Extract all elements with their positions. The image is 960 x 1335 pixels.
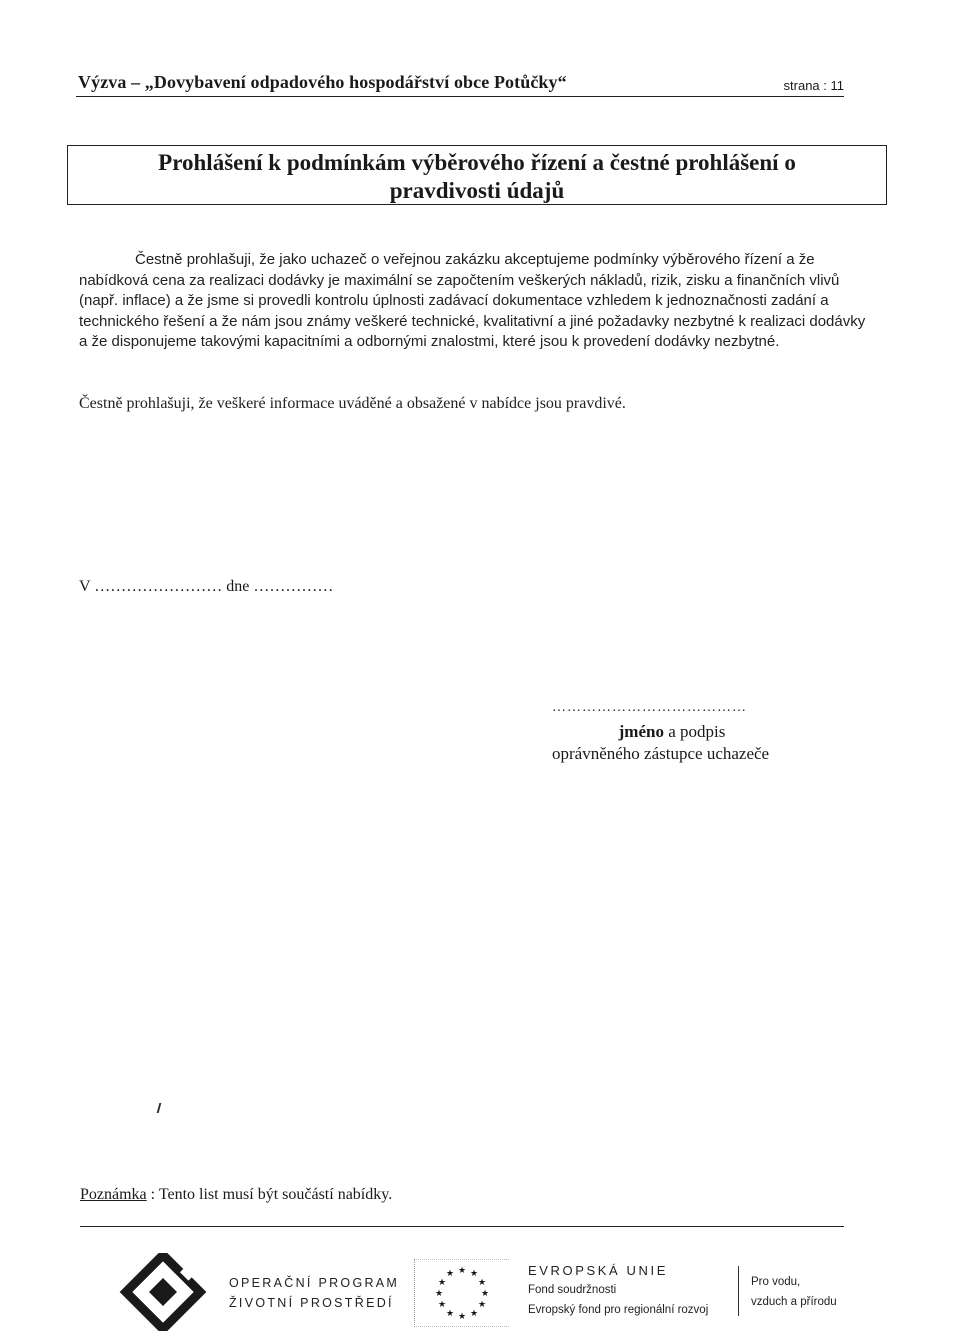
place-blank: …………………… (94, 578, 223, 595)
truthfulness-paragraph: Čestně prohlašuji, že veškeré informace uváděné a obsažené v nabídce jsou pravdivé. (79, 395, 626, 412)
slogan (751, 1272, 837, 1312)
eu-funds-block (528, 1262, 708, 1320)
date-label: dne (226, 578, 250, 595)
eu-fund-cohesion: Fond soudržnosti (528, 1284, 617, 1296)
svg-text:★: ★ (445, 1269, 455, 1279)
eu-title: EVROPSKÁ UNIE (528, 1263, 668, 1278)
note-text: Tento list musí být součástí nabídky. (158, 1186, 393, 1203)
footer-divider (80, 1226, 844, 1227)
document-title-line1: Prohlášení k podmínkám výběrového řízení a čestné prohlášení o (158, 150, 796, 175)
eu-flag (414, 1259, 509, 1327)
svg-text:★: ★ (469, 1309, 479, 1319)
stray-mark (157, 1103, 162, 1113)
op-program-name (229, 1273, 399, 1313)
svg-text:★: ★ (477, 1278, 487, 1288)
svg-text:★: ★ (480, 1289, 490, 1299)
signature-name-rest: a podpis (663, 722, 726, 741)
svg-text:★: ★ (445, 1309, 455, 1319)
svg-text:★: ★ (477, 1300, 487, 1310)
document-title (67, 145, 887, 205)
svg-text:★: ★ (457, 1266, 467, 1276)
declaration-paragraph: Čestně prohlašuji, že jako uchazeč o veřejnou zakázku akceptujeme podmínky výběrového řízení a že nabídková cena za realizaci dodávky je maximální se započtením veškerých nákladů, rizik, zisku a finančních vlivů (např. inflace) a že jsme si provedli kontrolu úplnosti zadávací dokumentace vzhledem k jednoznačnosti zadání a technického řešení a že nám jsou známy veškeré technické, kvalitativní a jiné požadavky nezbytné k realizaci dodávky a že disponujeme takovými kapacitními a odbornými znalostmi, které jsou k provedení dodávky nezbytné. (79, 251, 866, 350)
svg-text:★: ★ (457, 1312, 467, 1322)
svg-text:★: ★ (434, 1289, 444, 1299)
signature-role-label: oprávněného zástupce uchazeče (552, 744, 770, 763)
svg-text:★: ★ (437, 1278, 447, 1288)
place-prefix: V (79, 578, 91, 595)
op-line1: OPERAČNÍ PROGRAM (229, 1276, 400, 1290)
footer-vertical-divider (738, 1266, 739, 1316)
note-separator: : (146, 1186, 159, 1203)
document-title-line2: pravdivosti údajů (389, 178, 565, 203)
place-date-line (79, 578, 333, 596)
signature-blank: ………………………………… (552, 700, 747, 715)
note-line (80, 1186, 392, 1204)
eu-fund-erdf: Evropský fond pro regionální rozvoj (528, 1304, 709, 1316)
page-number: strana : 11 (783, 78, 844, 93)
header-title: Výzva – „Dovybavení odpadového hospodářství obce Potůčky“ (78, 72, 567, 92)
signature-name-label (552, 722, 792, 742)
signature-name-bold: jméno (618, 722, 664, 741)
slogan-line1: Pro vodu, (751, 1276, 801, 1288)
note-label: Poznámka (80, 1186, 147, 1203)
svg-text:★: ★ (469, 1269, 479, 1279)
op-zp-logo-icon (113, 1253, 213, 1331)
date-blank: …………… (253, 578, 334, 595)
slogan-line2: vzduch a přírodu (751, 1296, 837, 1308)
svg-text:★: ★ (437, 1300, 447, 1310)
eu-stars-icon (415, 1260, 509, 1326)
header-divider (76, 96, 844, 97)
op-line2: ŽIVOTNÍ PROSTŘEDÍ (229, 1296, 394, 1310)
